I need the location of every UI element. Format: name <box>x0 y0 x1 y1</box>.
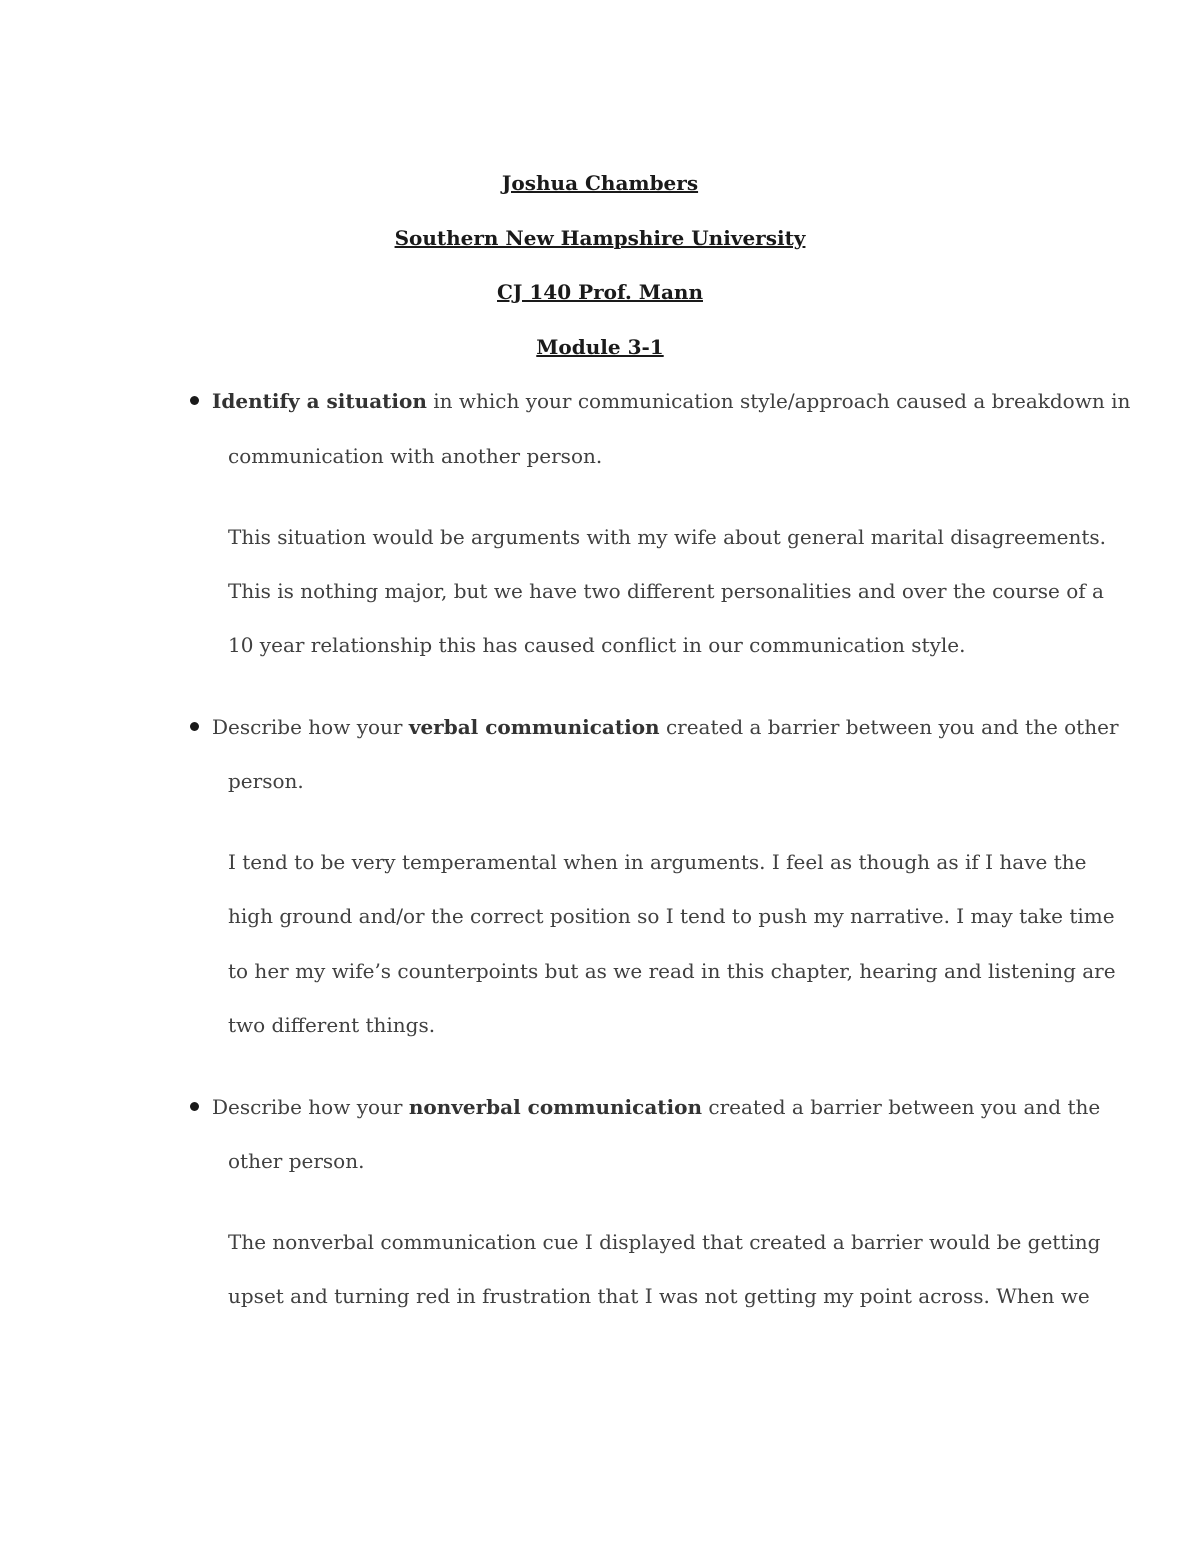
question-3-rest: created a barrier between you and the <box>702 1095 1101 1119</box>
answer-2-line-3: to her my wife’s counterpoints but as we read in this chapter, hearing and listening are <box>228 959 1116 983</box>
bullet-icon <box>190 396 199 405</box>
answer-2-line-2: high ground and/or the correct position so I tend to push my narrative. I may take time <box>228 904 1115 928</box>
question-1-line-2: communication with another person. <box>228 444 603 468</box>
question-3-bold: nonverbal communication <box>408 1095 703 1119</box>
answer-2-line-4: two different things. <box>228 1013 436 1037</box>
bullet-icon <box>190 1102 199 1111</box>
school-name: Southern New Hampshire University <box>394 226 806 250</box>
answer-1-line-1: This situation would be arguments with my wife about general marital disagreements. <box>228 525 1107 549</box>
author-name: Joshua Chambers <box>501 171 699 195</box>
question-2-line-1 <box>212 715 1119 739</box>
answer-3-line-1: The nonverbal communication cue I displayed that created a barrier would be getting <box>228 1230 1101 1254</box>
answer-1-line-2: This is nothing major, but we have two different personalities and over the course of a <box>228 579 1104 603</box>
question-2-rest: created a barrier between you and the other <box>659 715 1119 739</box>
answer-2-line-1: I tend to be very temperamental when in arguments. I feel as though as if I have the <box>228 850 1087 874</box>
question-2-bold: verbal communication <box>408 715 660 739</box>
question-2-pre: Describe how your <box>212 715 409 739</box>
question-1-rest: in which your communication style/approach caused a breakdown in <box>426 389 1131 413</box>
question-1-bold: Identify a situation <box>212 389 427 413</box>
question-1-line-1 <box>212 389 1130 413</box>
question-2-line-2: person. <box>228 769 304 793</box>
answer-3-line-2: upset and turning red in frustration that I was not getting my point across. When we <box>228 1284 1090 1308</box>
question-3-line-1 <box>212 1095 1100 1119</box>
module-title: Module 3-1 <box>536 335 664 359</box>
course-name: CJ 140 Prof. Mann <box>497 280 703 304</box>
question-3-pre: Describe how your <box>212 1095 409 1119</box>
bullet-icon <box>190 722 199 731</box>
question-3-line-2: other person. <box>228 1149 365 1173</box>
answer-1-line-3: 10 year relationship this has caused conflict in our communication style. <box>228 633 966 657</box>
